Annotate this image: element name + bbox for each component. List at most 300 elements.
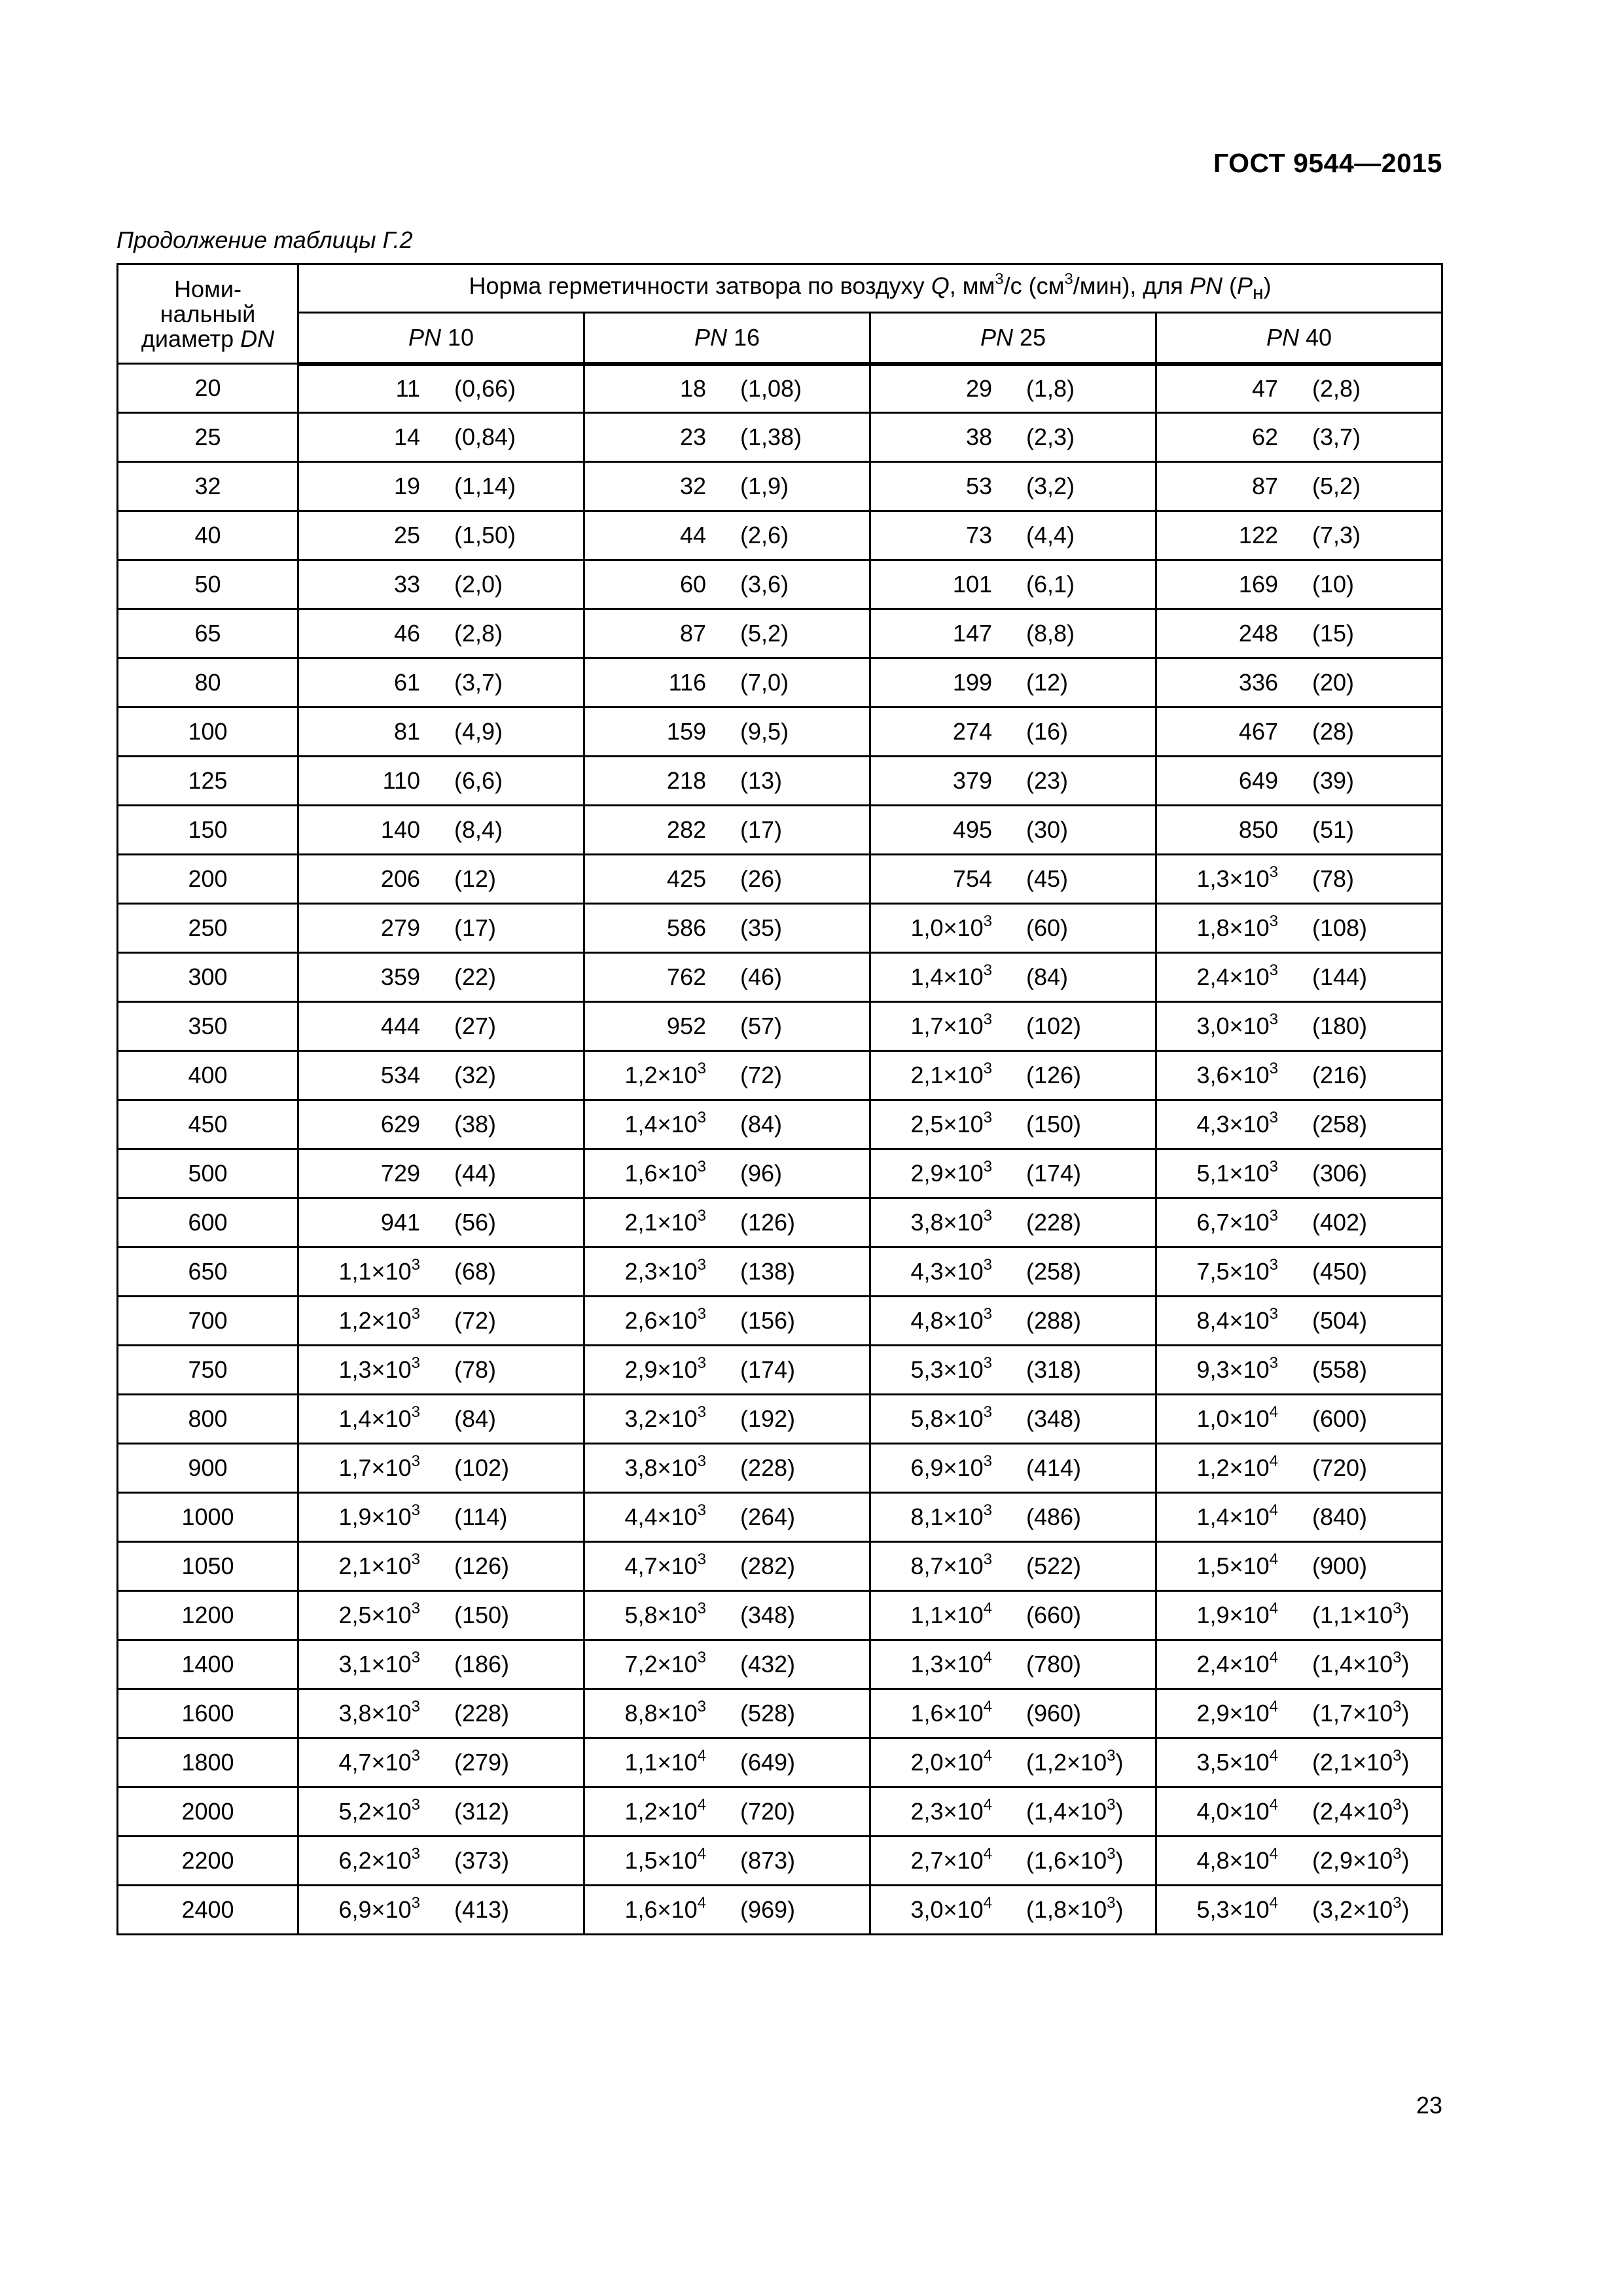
flow-value-exponent: 4: [1269, 1501, 1278, 1519]
flow-value-mantissa: 1,7×10: [910, 1013, 984, 1039]
flow-value-exponent: 3: [697, 1109, 706, 1126]
flow-value-mantissa: 379: [952, 767, 992, 794]
flow-per-minute: [992, 914, 1068, 942]
leakage-cell-content: [299, 1788, 583, 1835]
flow-value: [585, 1209, 706, 1236]
dn-cell: 32: [118, 462, 298, 511]
group-header-exp1: 3: [995, 270, 1004, 288]
flow-value: [299, 620, 420, 647]
flow-per-minute-text: (1,7×10: [1312, 1700, 1393, 1727]
dn-cell: 2200: [118, 1837, 298, 1886]
flow-value: [299, 1405, 420, 1433]
flow-value: [585, 620, 706, 647]
flow-per-minute-text: (720): [740, 1798, 796, 1825]
leakage-cell: [870, 1493, 1156, 1542]
flow-per-minute: [706, 669, 789, 696]
leakage-cell-content: [1157, 855, 1441, 903]
leakage-cell-content: [299, 954, 583, 1001]
flow-value-mantissa: 4,0×10: [1196, 1798, 1270, 1825]
leakage-cell-content: [299, 1052, 583, 1099]
leakage-cell: [870, 1689, 1156, 1738]
flow-per-minute-text: (402): [1312, 1209, 1368, 1236]
pn-label: PN: [980, 323, 1013, 351]
flow-value-mantissa: 5,2×10: [338, 1798, 412, 1825]
flow-per-minute-text: (0,84): [454, 423, 516, 450]
flow-value: [299, 473, 420, 500]
flow-value-mantissa: 53: [965, 473, 992, 499]
leakage-cell: [298, 1346, 584, 1395]
leakage-cell: [298, 708, 584, 757]
flow-per-minute-text: (5,2): [740, 620, 789, 647]
flow-per-minute: [706, 423, 802, 451]
flow-value-mantissa: 729: [380, 1160, 420, 1187]
dn-cell: 100: [118, 708, 298, 757]
leakage-cell: [1156, 609, 1442, 658]
flow-value-mantissa: 1,1×10: [910, 1602, 984, 1628]
leakage-cell: [584, 1886, 870, 1935]
flow-value: [1157, 767, 1278, 795]
flow-value-mantissa: 586: [666, 914, 706, 941]
table-row: [118, 658, 1442, 708]
flow-value: [585, 1503, 706, 1531]
flow-value-exponent: 3: [1269, 1207, 1278, 1225]
leakage-cell: [298, 364, 584, 413]
flow-value-mantissa: 3,0×10: [910, 1896, 984, 1923]
flow-per-minute-text: (114): [454, 1503, 508, 1530]
flow-value-mantissa: 3,1×10: [338, 1651, 412, 1677]
leakage-cell: [1156, 1640, 1442, 1689]
flow-value-exponent: 3: [411, 1354, 420, 1372]
flow-value-exponent: 4: [983, 1600, 992, 1617]
flow-value: [1157, 865, 1278, 893]
flow-value: [299, 816, 420, 844]
leakage-cell: [1156, 1100, 1442, 1149]
leakage-cell-content: [871, 610, 1155, 657]
flow-per-minute: [992, 571, 1075, 598]
dn-cell: 125: [118, 757, 298, 806]
flow-value: [1157, 1111, 1278, 1138]
flow-value-mantissa: 159: [666, 718, 706, 745]
flow-value-exponent: 3: [983, 1354, 992, 1372]
flow-value-exponent: 4: [1269, 1600, 1278, 1617]
flow-per-minute: [992, 1651, 1081, 1678]
group-header-text: Норма герметичности затвора по воздуху: [469, 272, 931, 299]
dn-cell: 300: [118, 953, 298, 1002]
flow-value: [299, 669, 420, 696]
leakage-cell: [1156, 1346, 1442, 1395]
flow-per-minute-text: (12): [454, 865, 497, 892]
flow-value-mantissa: 5,8×10: [624, 1602, 698, 1628]
pn-column-header: [584, 313, 870, 364]
leakage-cell-content: [1157, 1739, 1441, 1786]
leakage-cell: [298, 1149, 584, 1198]
leakage-cell: [298, 1787, 584, 1837]
leakage-cell-content: [871, 1444, 1155, 1492]
flow-per-minute: [992, 1013, 1081, 1040]
flow-value: [871, 1896, 992, 1924]
table-row: [118, 855, 1442, 904]
leakage-cell-content: [299, 1837, 583, 1884]
flow-per-minute-text: (6,6): [454, 767, 503, 794]
flow-value: [871, 423, 992, 451]
flow-value-mantissa: 1,6×10: [910, 1700, 984, 1727]
leakage-cell-content: [585, 1690, 869, 1737]
leakage-cell-content: [871, 905, 1155, 952]
table-row: [118, 708, 1442, 757]
flow-value-exponent: 3: [411, 1747, 420, 1765]
leakage-cell-content: [585, 1837, 869, 1884]
flow-value: [585, 1602, 706, 1629]
flow-per-minute: [706, 1405, 795, 1433]
flow-value-exponent: 3: [411, 1305, 420, 1323]
flow-value: [1157, 1700, 1278, 1727]
leakage-cell: [870, 1346, 1156, 1395]
flow-value-exponent: 3: [1269, 863, 1278, 881]
flow-per-minute: [992, 1356, 1081, 1384]
flow-per-minute-close: ): [1401, 1749, 1410, 1776]
flow-value-mantissa: 754: [952, 865, 992, 892]
flow-value: [299, 865, 420, 893]
leakage-cell-content: [871, 463, 1155, 510]
flow-per-minute-text: (150): [1026, 1111, 1082, 1138]
flow-value: [585, 1454, 706, 1482]
dn-cell: 20: [118, 364, 298, 413]
flow-per-minute-exponent: 3: [1107, 1796, 1116, 1814]
flow-per-minute: [1278, 423, 1361, 451]
leakage-cell-content: [585, 1788, 869, 1835]
flow-per-minute: [420, 423, 516, 451]
flow-per-minute-text: (318): [1026, 1356, 1082, 1383]
leakage-cell: [1156, 462, 1442, 511]
flow-per-minute-text: (51): [1312, 816, 1355, 843]
leakage-cell-content: [1157, 806, 1441, 853]
flow-per-minute-text: (180): [1312, 1013, 1368, 1039]
leakage-cell-content: [299, 1248, 583, 1295]
leakage-cell-content: [585, 1886, 869, 1933]
flow-value: [299, 1896, 420, 1924]
table-row: [118, 1346, 1442, 1395]
leakage-cell-content: [299, 757, 583, 804]
flow-value-exponent: 4: [983, 1845, 992, 1863]
flow-value: [585, 718, 706, 745]
flow-value-exponent: 3: [697, 1501, 706, 1519]
flow-value: [585, 1552, 706, 1580]
flow-per-minute: [1278, 1405, 1367, 1433]
pn-label: PN: [1266, 323, 1299, 351]
table-row: [118, 904, 1442, 953]
dn-header-line1: Номи-: [174, 275, 241, 302]
flow-per-minute-exponent: 3: [1393, 1845, 1402, 1863]
dn-cell: 2400: [118, 1886, 298, 1935]
flow-per-minute: [992, 1307, 1081, 1335]
flow-per-minute: [706, 1503, 795, 1531]
flow-value: [871, 963, 992, 991]
leakage-cell-content: [299, 1739, 583, 1786]
leakage-cell-content: [871, 708, 1155, 755]
flow-value: [1157, 963, 1278, 991]
flow-per-minute-text: (78): [1312, 865, 1355, 892]
q-symbol: Q: [931, 272, 950, 299]
leakage-cell: [298, 1886, 584, 1935]
flow-per-minute-text: (102): [454, 1454, 510, 1481]
leakage-cell: [298, 1100, 584, 1149]
leakage-cell: [1156, 806, 1442, 855]
dn-cell: 250: [118, 904, 298, 953]
flow-per-minute-text: (312): [454, 1798, 510, 1825]
leakage-cell-content: [585, 708, 869, 755]
flow-value-mantissa: 941: [380, 1209, 420, 1236]
flow-value: [299, 522, 420, 549]
dn-header-line2: нальный: [160, 300, 256, 327]
dn-cell: 450: [118, 1100, 298, 1149]
flow-value: [585, 1307, 706, 1335]
flow-value: [1157, 1307, 1278, 1335]
leakage-cell-content: [871, 1199, 1155, 1246]
leakage-cell-content: [1157, 1543, 1441, 1590]
flow-per-minute-text: (720): [1312, 1454, 1368, 1481]
flow-value: [585, 473, 706, 500]
flow-per-minute-text: (450): [1312, 1258, 1368, 1285]
flow-value-exponent: 3: [983, 1109, 992, 1126]
flow-per-minute-text: (228): [740, 1454, 796, 1481]
leakage-cell: [298, 1689, 584, 1738]
flow-value-mantissa: 1,7×10: [338, 1454, 412, 1481]
flow-value-mantissa: 4,3×10: [910, 1258, 984, 1285]
flow-value-mantissa: 2,1×10: [624, 1209, 698, 1236]
flow-value: [585, 865, 706, 893]
leakage-cell: [298, 1591, 584, 1640]
flow-per-minute-close: ): [1401, 1700, 1410, 1727]
flow-per-minute: [420, 1651, 509, 1678]
flow-value-mantissa: 2,3×10: [624, 1258, 698, 1285]
flow-value-exponent: 4: [1269, 1698, 1278, 1715]
leakage-cell-content: [585, 1150, 869, 1197]
leakage-cell: [1156, 1297, 1442, 1346]
table-row: [118, 1051, 1442, 1100]
flow-per-minute-text: (27): [454, 1013, 497, 1039]
flow-value: [585, 1700, 706, 1727]
leakage-cell-content: [299, 561, 583, 608]
dn-column-header: [118, 264, 298, 364]
flow-per-minute-text: (192): [740, 1405, 796, 1432]
flow-per-minute-text: (72): [454, 1307, 497, 1334]
leakage-cell: [870, 1444, 1156, 1493]
leakage-cell: [1156, 658, 1442, 708]
flow-value-mantissa: 1,3×10: [338, 1356, 412, 1383]
leakage-cell-content: [585, 855, 869, 903]
leakage-cell: [298, 511, 584, 560]
flow-value: [1157, 1405, 1278, 1433]
flow-per-minute: [420, 1209, 496, 1236]
leakage-cell-content: [299, 806, 583, 853]
flow-per-minute-text: (228): [454, 1700, 510, 1727]
leakage-cell: [584, 1493, 870, 1542]
leakage-cell-content: [871, 1003, 1155, 1050]
flow-value-mantissa: 9,3×10: [1196, 1356, 1270, 1383]
flow-value: [585, 1749, 706, 1776]
flow-per-minute-text: (126): [454, 1552, 510, 1579]
flow-value-mantissa: 62: [1251, 423, 1278, 450]
flow-value-mantissa: 279: [380, 914, 420, 941]
flow-per-minute-exponent: 3: [1393, 1600, 1402, 1617]
flow-per-minute-text: (4,9): [454, 718, 503, 745]
dn-cell: 25: [118, 413, 298, 462]
flow-value-mantissa: 44: [679, 522, 706, 548]
pn-value: 10: [440, 323, 474, 351]
flow-per-minute: [1278, 1062, 1367, 1089]
flow-value: [299, 1503, 420, 1531]
leakage-rate-table: [116, 263, 1443, 1935]
flow-per-minute-text: (2,4×10: [1312, 1798, 1393, 1825]
flow-per-minute-text: (38): [454, 1111, 497, 1138]
flow-value: [871, 375, 992, 403]
flow-per-minute: [706, 1847, 795, 1874]
leakage-cell-content: [1157, 1788, 1441, 1835]
dn-cell: 600: [118, 1198, 298, 1247]
flow-value: [299, 1160, 420, 1187]
leakage-cell-content: [585, 463, 869, 510]
leakage-cell-content: [1157, 1003, 1441, 1050]
flow-value-exponent: 3: [1269, 1354, 1278, 1372]
flow-value: [871, 1013, 992, 1040]
flow-value: [1157, 620, 1278, 647]
flow-value: [871, 1847, 992, 1874]
flow-value-exponent: 4: [1269, 1747, 1278, 1765]
table-row: [118, 1002, 1442, 1051]
flow-value-mantissa: 2,6×10: [624, 1307, 698, 1334]
leakage-cell-content: [585, 1641, 869, 1688]
flow-value-mantissa: 2,7×10: [910, 1847, 984, 1874]
leakage-cell: [298, 609, 584, 658]
flow-value: [871, 620, 992, 647]
leakage-cell: [1156, 413, 1442, 462]
flow-value-mantissa: 1,1×10: [624, 1749, 698, 1776]
dn-cell: 800: [118, 1395, 298, 1444]
flow-value-exponent: 4: [1269, 1796, 1278, 1814]
leakage-cell: [870, 413, 1156, 462]
leakage-cell-content: [1157, 954, 1441, 1001]
flow-per-minute-text: (3,7): [454, 669, 503, 696]
flow-value: [299, 963, 420, 991]
leakage-cell: [1156, 855, 1442, 904]
flow-value-mantissa: 495: [952, 816, 992, 843]
flow-per-minute: [1278, 669, 1354, 696]
flow-per-minute-text: (3,2×10: [1312, 1896, 1393, 1923]
leakage-cell: [298, 413, 584, 462]
flow-value: [585, 816, 706, 844]
flow-value-mantissa: 336: [1238, 669, 1278, 696]
flow-value-exponent: 3: [1269, 1109, 1278, 1126]
leakage-cell-content: [871, 806, 1155, 853]
flow-value-exponent: 3: [411, 1845, 420, 1863]
leakage-cell: [1156, 1591, 1442, 1640]
flow-per-minute-text: (3,6): [740, 571, 789, 598]
leakage-cell-content: [299, 1297, 583, 1344]
flow-per-minute-text: (7,0): [740, 669, 789, 696]
flow-value: [871, 473, 992, 500]
leakage-cell-content: [871, 414, 1155, 461]
flow-value-mantissa: 2,5×10: [338, 1602, 412, 1628]
leakage-cell-content: [871, 512, 1155, 559]
flow-per-minute-text: (486): [1026, 1503, 1082, 1530]
flow-value-mantissa: 87: [679, 620, 706, 647]
leakage-cell-content: [871, 1346, 1155, 1393]
leakage-cell-content: [1157, 1592, 1441, 1639]
leakage-cell-content: [585, 1101, 869, 1148]
flow-value-exponent: 3: [983, 1403, 992, 1421]
leakage-cell-content: [1157, 561, 1441, 608]
leakage-cell: [584, 364, 870, 413]
dn-cell: 50: [118, 560, 298, 609]
leakage-cell: [298, 1297, 584, 1346]
flow-value-mantissa: 1,0×10: [910, 914, 984, 941]
leakage-cell: [584, 708, 870, 757]
flow-per-minute-close: ): [1115, 1847, 1124, 1874]
flow-value-mantissa: 4,8×10: [1196, 1847, 1270, 1874]
leakage-cell-content: [585, 1248, 869, 1295]
flow-value: [871, 1405, 992, 1433]
leakage-cell: [1156, 708, 1442, 757]
pn-column-header: [870, 313, 1156, 364]
leakage-cell-content: [585, 806, 869, 853]
flow-per-minute: [706, 1062, 782, 1089]
flow-value: [1157, 1062, 1278, 1089]
leakage-cell: [584, 511, 870, 560]
flow-per-minute: [420, 1013, 496, 1040]
flow-per-minute: [420, 669, 503, 696]
flow-value-mantissa: 25: [393, 522, 420, 548]
flow-value-mantissa: 629: [380, 1111, 420, 1138]
flow-value: [871, 1602, 992, 1629]
flow-value-exponent: 4: [983, 1747, 992, 1765]
leakage-cell-content: [585, 1346, 869, 1393]
table-row: [118, 1591, 1442, 1640]
flow-per-minute: [992, 1111, 1081, 1138]
leakage-cell: [870, 1886, 1156, 1935]
flow-value-mantissa: 3,8×10: [910, 1209, 984, 1236]
flow-per-minute: [420, 473, 516, 500]
table-row: [118, 1689, 1442, 1738]
leakage-cell: [1156, 560, 1442, 609]
flow-value-mantissa: 4,8×10: [910, 1307, 984, 1334]
leakage-cell-content: [1157, 1494, 1441, 1541]
leakage-cell-content: [585, 1297, 869, 1344]
leakage-cell: [1156, 1247, 1442, 1297]
flow-per-minute: [1278, 1602, 1409, 1629]
flow-value-mantissa: 2,5×10: [910, 1111, 984, 1138]
leakage-cell: [870, 1198, 1156, 1247]
leakage-cell: [584, 1247, 870, 1297]
flow-value-mantissa: 1,2×10: [338, 1307, 412, 1334]
flow-value-mantissa: 2,9×10: [1196, 1700, 1270, 1727]
leakage-cell-content: [585, 1444, 869, 1492]
leakage-cell: [298, 855, 584, 904]
leakage-cell-content: [585, 1199, 869, 1246]
flow-value-exponent: 3: [1269, 1256, 1278, 1274]
leakage-cell-content: [585, 757, 869, 804]
flow-value: [299, 767, 420, 795]
flow-value-mantissa: 1,4×10: [624, 1111, 698, 1138]
leakage-cell-content: [871, 1494, 1155, 1541]
leakage-cell-content: [299, 1641, 583, 1688]
flow-value: [585, 522, 706, 549]
flow-per-minute: [992, 963, 1068, 991]
flow-value: [299, 1552, 420, 1580]
leakage-cell: [584, 1198, 870, 1247]
leakage-cell-content: [585, 1592, 869, 1639]
pn-column-header: [1156, 313, 1442, 364]
flow-per-minute: [1278, 914, 1367, 942]
